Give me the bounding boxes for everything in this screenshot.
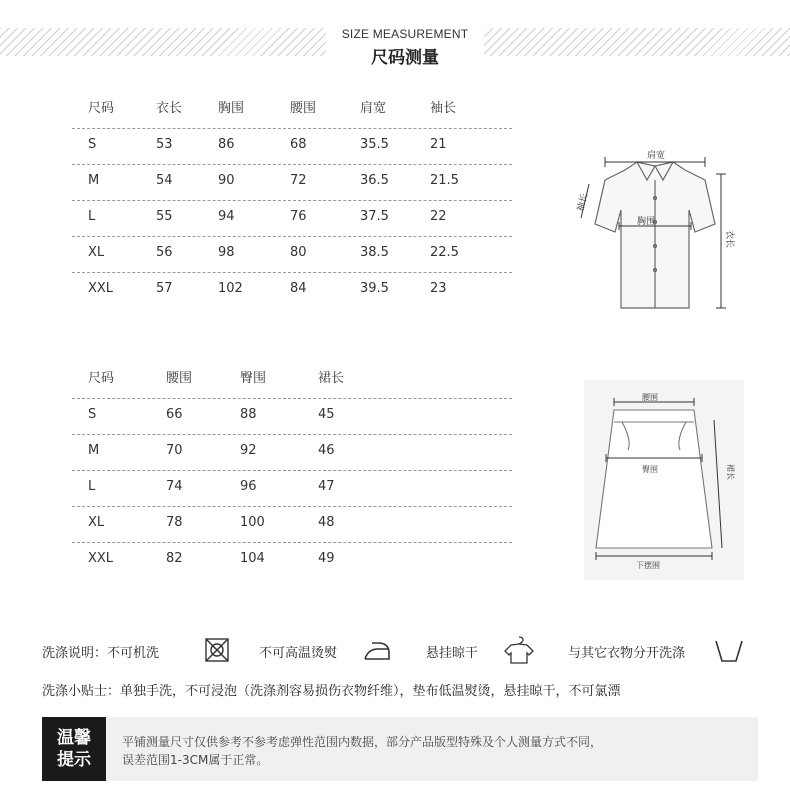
table-cell: 80	[290, 245, 307, 260]
care-wash-separately: 与其它衣物分开洗涤	[568, 646, 686, 661]
shirt-shoulder-label: 肩宽	[647, 151, 666, 161]
table-cell: 57	[156, 281, 173, 296]
table-cell: 68	[290, 137, 307, 152]
table-cell: 22	[430, 209, 447, 224]
table-cell: 54	[156, 173, 173, 188]
table-cell: 38.5	[360, 245, 389, 260]
table-cell: 84	[290, 281, 307, 296]
table-cell: 35.5	[360, 137, 389, 152]
table-cell: 88	[240, 407, 257, 422]
care-hang-dry: 悬挂晾干	[426, 646, 479, 661]
table-header-cell: 衣长	[156, 101, 183, 116]
table-header-row	[72, 92, 512, 126]
table-header-cell: 肩宽	[360, 101, 387, 116]
header-hatch-left	[0, 28, 326, 56]
table-cell: 100	[240, 515, 265, 530]
table-cell: 49	[318, 551, 335, 566]
table-cell: 45	[318, 407, 335, 422]
care-no-high-iron: 不可高温烫熨	[259, 646, 338, 661]
table-cell: 22.5	[430, 245, 459, 260]
table-header-cell: 腰围	[290, 101, 317, 116]
table-cell: 90	[218, 173, 235, 188]
skirt-hip-label: 臀围	[642, 465, 658, 474]
table-row	[72, 128, 512, 162]
table-cell: 104	[240, 551, 265, 566]
hang-dry-icon	[502, 633, 536, 667]
table-row	[72, 542, 512, 576]
table-cell: 96	[240, 479, 257, 494]
table-cell: 86	[218, 137, 235, 152]
table-row	[72, 236, 512, 270]
notice-badge	[42, 717, 106, 781]
table-row	[72, 506, 512, 540]
table-cell: 102	[218, 281, 243, 296]
table-cell: 46	[318, 443, 335, 458]
table-cell: 76	[290, 209, 307, 224]
table-cell: S	[88, 407, 97, 422]
table-cell: XL	[88, 245, 105, 260]
table-header-cell: 臀围	[240, 371, 267, 386]
skirt-size-table	[72, 362, 512, 582]
table-cell: 66	[166, 407, 183, 422]
table-cell: S	[88, 137, 97, 152]
title-cn: 尺码测量	[371, 48, 439, 68]
no-machine-wash-icon	[200, 633, 234, 667]
shirt-size-table	[72, 92, 512, 312]
table-cell: 48	[318, 515, 335, 530]
table-cell: 21	[430, 137, 447, 152]
table-cell: 94	[218, 209, 235, 224]
table-header-cell: 胸围	[218, 101, 245, 116]
table-cell: XXL	[88, 281, 114, 296]
table-cell: M	[88, 173, 100, 188]
notice-box	[42, 717, 758, 781]
notice-line2: 误差范围1-3CM属于正常。	[122, 753, 269, 767]
notice-badge-line2: 提示	[57, 750, 91, 770]
table-row	[72, 398, 512, 432]
shirt-chest-label: 胸围	[637, 217, 656, 227]
table-cell: 98	[218, 245, 235, 260]
table-cell: 74	[166, 479, 183, 494]
table-cell: L	[88, 209, 96, 224]
table-cell: 53	[156, 137, 173, 152]
shirt-sleeve-label: 袖长	[575, 192, 591, 213]
table-cell: 56	[156, 245, 173, 260]
table-row	[72, 272, 512, 306]
table-cell: 70	[166, 443, 183, 458]
care-no-machine-wash: 洗涤说明：不可机洗	[42, 646, 160, 661]
shirt-diagram	[555, 140, 745, 320]
notice-line1: 平铺测量尺寸仅供参考不参考虑弹性范围内数据，部分产品版型特殊及个人测量方式不同，	[122, 735, 603, 749]
table-header-cell: 裙长	[318, 371, 345, 386]
table-cell: 82	[166, 551, 183, 566]
header-hatch-right	[484, 28, 790, 56]
table-cell: 55	[156, 209, 173, 224]
table-cell: M	[88, 443, 100, 458]
table-cell: XXL	[88, 551, 114, 566]
shirt-length-label: 衣长	[724, 230, 734, 249]
table-cell: 72	[290, 173, 307, 188]
title-en: SIZE MEASUREMENT	[341, 27, 469, 41]
iron-icon	[360, 633, 394, 667]
table-cell: 36.5	[360, 173, 389, 188]
table-row	[72, 470, 512, 504]
notice-badge-line1: 温馨	[57, 728, 91, 748]
skirt-waist-label: 腰围	[642, 393, 658, 402]
table-header-cell: 袖长	[430, 101, 457, 116]
skirt-length-label: 裙长	[726, 464, 735, 480]
table-header-cell: 尺码	[88, 101, 115, 116]
table-cell: 21.5	[430, 173, 459, 188]
table-cell: 78	[166, 515, 183, 530]
table-row	[72, 434, 512, 468]
table-header-cell: 尺码	[88, 371, 115, 386]
skirt-hem-label: 下摆围	[636, 561, 660, 570]
wash-basin-icon	[712, 633, 746, 667]
table-row	[72, 164, 512, 198]
care-instructions	[0, 633, 790, 669]
table-cell: 37.5	[360, 209, 389, 224]
table-cell: L	[88, 479, 96, 494]
washing-tips: 洗涤小贴士：单独手洗，不可浸泡（洗涤剂容易损伤衣物纤维），垫布低温熨烫，悬挂晾干，不可氯漂	[42, 684, 621, 699]
table-cell: 23	[430, 281, 447, 296]
table-cell: 92	[240, 443, 257, 458]
table-cell: 47	[318, 479, 335, 494]
table-cell: 39.5	[360, 281, 389, 296]
table-row	[72, 200, 512, 234]
table-header-row	[72, 362, 512, 396]
table-header-cell: 腰围	[166, 371, 193, 386]
table-cell: XL	[88, 515, 105, 530]
skirt-diagram	[584, 380, 744, 580]
